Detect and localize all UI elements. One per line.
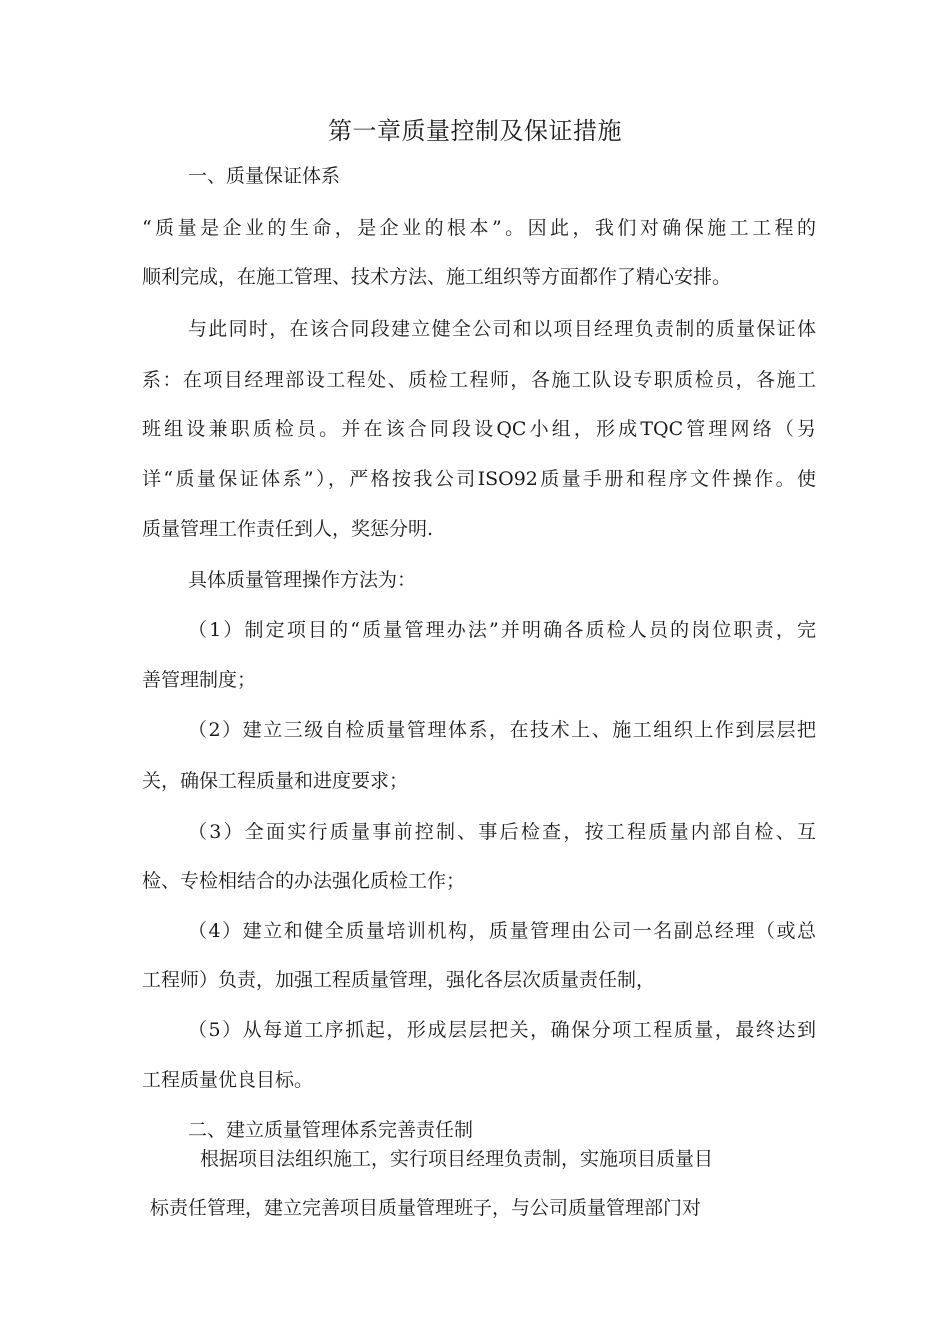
- paragraph-line: 班组设兼职质检员。并在该合同段设QC小组，形成TQC管理网络（另: [142, 418, 816, 440]
- list-item-4-cont: 工程师）负责，加强工程质量管理，强化各层次质量责任制，: [142, 969, 656, 991]
- list-item-3-cont: 检、专检相结合的办法强化质检工作；: [142, 870, 466, 892]
- section-heading-2: 二、建立质量管理体系完善责任制: [188, 1119, 474, 1141]
- list-item-2: （2）建立三级自检质量管理体系，在技术上、施工组织上作到层层把: [188, 719, 816, 741]
- paragraph-line: 根据项目法组织施工，实行项目经理负责制，实施项目质量目: [200, 1148, 714, 1170]
- paragraph-line: 与此同时，在该合同段建立健全公司和以项目经理负责制的质量保证体: [188, 318, 816, 340]
- chapter-title: 第一章质量控制及保证措施: [328, 117, 622, 145]
- paragraph-line: 具体质量管理操作方法为：: [188, 569, 417, 591]
- paragraph-line: 标责任管理，建立完善项目质量管理班子，与公司质量管理部门对: [150, 1197, 702, 1219]
- list-item-3: （3）全面实行质量事前控制、事后检查，按工程质量内部自检、互: [188, 821, 816, 843]
- paragraph-line: 质量管理工作责任到人，奖惩分明.: [142, 518, 434, 540]
- list-item-1-cont: 善管理制度；: [142, 669, 257, 691]
- paragraph-line: 系：在项目经理部设工程处、质检工程师，各施工队设专职质检员，各施工: [142, 369, 816, 391]
- list-item-1: （1）制定项目的“质量管理办法”并明确各质检人员的岗位职责，完: [188, 619, 816, 641]
- paragraph-line: “质量是企业的生命，是企业的根本”。因此，我们对确保施工工程的: [142, 217, 816, 239]
- list-item-4: （4）建立和健全质量培训机构，质量管理由公司一名副总经理（或总: [188, 920, 816, 942]
- list-item-5-cont: 工程质量优良目标。: [142, 1069, 314, 1091]
- paragraph-line: 详“质量保证体系”），严格按我公司ISO92质量手册和程序文件操作。使: [142, 468, 816, 490]
- section-heading-1: 一、质量保证体系: [188, 165, 341, 187]
- paragraph-line: 顺利完成，在施工管理、技术方法、施工组织等方面都作了精心安排。: [142, 266, 732, 288]
- list-item-2-cont: 关，确保工程质量和进度要求；: [142, 770, 409, 792]
- list-item-5: （5）从每道工序抓起，形成层层把关，确保分项工程质量，最终达到: [188, 1019, 816, 1041]
